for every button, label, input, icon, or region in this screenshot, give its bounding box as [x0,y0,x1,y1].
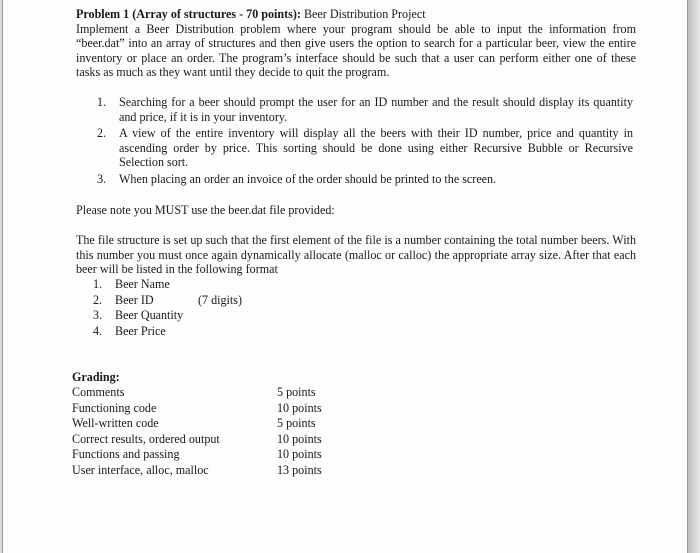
field-number: 3. [93,308,103,322]
field-number: 1. [93,277,103,291]
field-item [93,277,183,293]
grading-item: Comments [72,385,125,399]
problem-heading-rest: Beer Distribution Project [300,7,426,21]
field-item [93,324,183,340]
grading-points: 10 points [277,400,322,415]
page-edge-shadow [688,0,700,553]
file-note: Please note you MUST use the beer.dat file provided: [76,203,335,217]
grading-row [72,416,322,432]
document-page [2,0,688,553]
grading-item: Well-written code [72,416,159,431]
task-number: 2. [97,126,107,141]
field-text: Beer Quantity [115,308,184,322]
field-item [93,293,183,309]
grading-item: Functioning code [72,400,157,415]
task-text: A view of the entire inventory will display all the beers with their ID number, price and quantity in ascending order by price. This sorting should be done using either Recursive Bubble or Recursive Selection sort. [119,126,633,170]
field-text: Beer Name [115,277,170,291]
id-digits-note: (7 digits) [198,293,243,307]
grading-points: 10 points [277,431,322,446]
task-item [97,126,633,170]
problem-description: Implement a Beer Distribution problem where your program should be able to input the information from “beer.dat” into an array of structures and then give users the option to search for a particular beer, view the entire inventory or place an order. The program’s interface should be such that a user can perform either one of these tasks as much as they want until they decide to quit the program. [76,21,636,80]
problem-heading: Problem 1 (Array of structures - 70 points): [76,7,301,21]
grading-table [72,385,322,479]
task-text: Searching for a beer should prompt the user for an ID number and the result should display its quantity and price, if it is in your inventory. [119,95,633,124]
problem-intro [76,7,636,80]
task-list [97,95,633,189]
grading-row [72,432,322,448]
task-text: When placing an order an invoice of the order should be printed to the screen. [119,171,497,186]
grading-row [72,463,322,479]
grading-item: User interface, alloc, malloc [72,462,209,477]
beer-field-list [93,277,183,339]
grading-points: 5 points [277,416,316,431]
grading-item: Functions and passing [72,447,180,462]
grading-points: 5 points [277,385,316,399]
task-item [97,172,633,187]
field-text: Beer Price [115,323,166,338]
file-structure-description: The file structure is set up such that the first element of the file is a number containing the total number beers. With this number you must once again dynamically allocate (malloc or calloc) the appropriate array size. After that each beer will be listed in the following format [76,233,636,277]
grading-points: 13 points [277,462,322,477]
field-number: 2. [93,292,103,307]
task-item [97,95,633,124]
grading-row [72,401,322,417]
grading-title: Grading: [72,370,120,384]
task-number: 1. [97,95,107,109]
field-number: 4. [93,323,103,338]
task-number: 3. [97,171,107,186]
grading-row [72,447,322,463]
grading-points: 10 points [277,447,322,462]
field-item [93,308,183,324]
grading-row [72,385,322,401]
grading-item: Correct results, ordered output [72,431,220,446]
field-text: Beer ID [115,292,154,307]
